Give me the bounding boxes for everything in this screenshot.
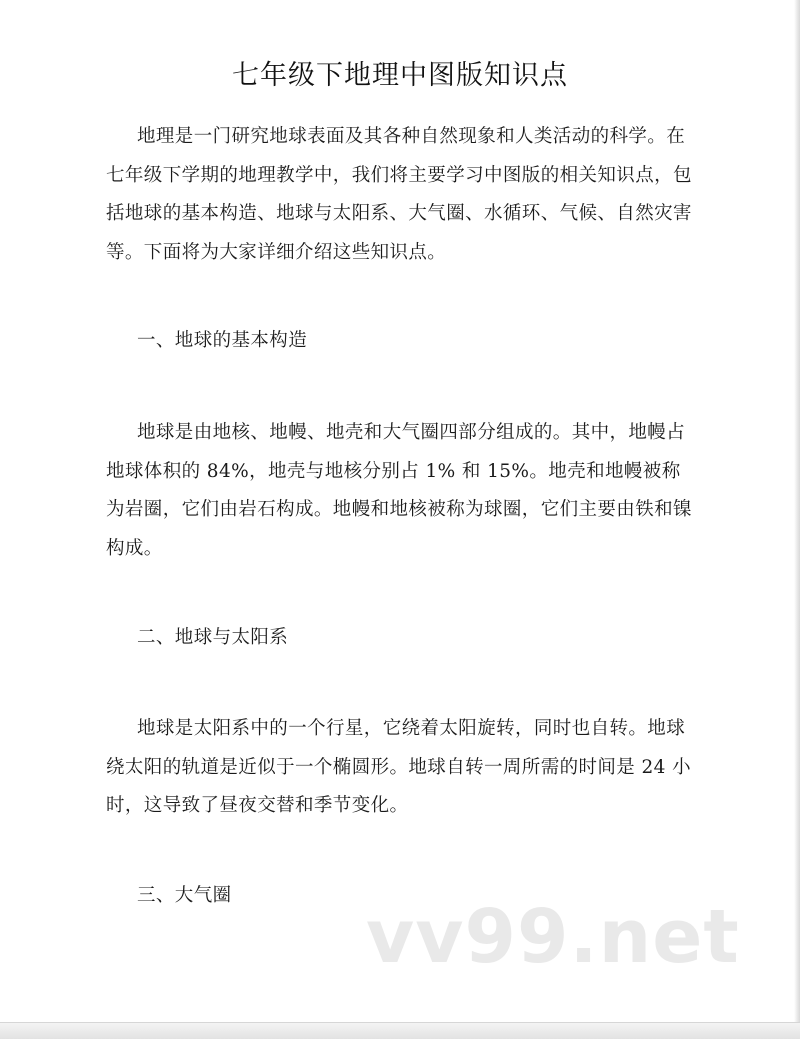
section-body-structure: 地球是由地核、地幔、地壳和大气圈四部分组成的。其中，地幔占地球体积的 84%，地壳与地核分别占 1% 和 15%。地壳和地幔被称为岩圈，它们由岩石构成。地幔和地核被称为球圈，它们主要由铁和镍构成。 <box>106 422 692 559</box>
site-watermark: vv99.net <box>366 894 740 980</box>
section-heading-atmosphere: 三、大气圈 <box>137 885 232 906</box>
section-heading-solar-system: 二、地球与太阳系 <box>137 627 289 648</box>
section-body-solar-system: 地球是太阳系中的一个行星，它绕着太阳旋转，同时也自转。地球绕太阳的轨道是近似于一个椭圆形。地球自转一周所需的时间是 24 小时，这导致了昼夜交替和季节变化。 <box>106 718 692 816</box>
section-heading-structure: 一、地球的基本构造 <box>137 330 308 351</box>
intro-paragraph: 地理是一门研究地球表面及其各种自然现象和人类活动的科学。在七年级下学期的地理教学中，我们将主要学习中图版的相关知识点，包括地球的基本构造、地球与太阳系、大气圈、水循环、气候、自然灾害等。下面将为大家详细介绍这些知识点。 <box>106 126 692 263</box>
viewer-bottom-band <box>0 1022 800 1039</box>
document-title: 七年级下地理中图版知识点 <box>232 60 568 91</box>
page-edge-shadow <box>794 0 800 1039</box>
